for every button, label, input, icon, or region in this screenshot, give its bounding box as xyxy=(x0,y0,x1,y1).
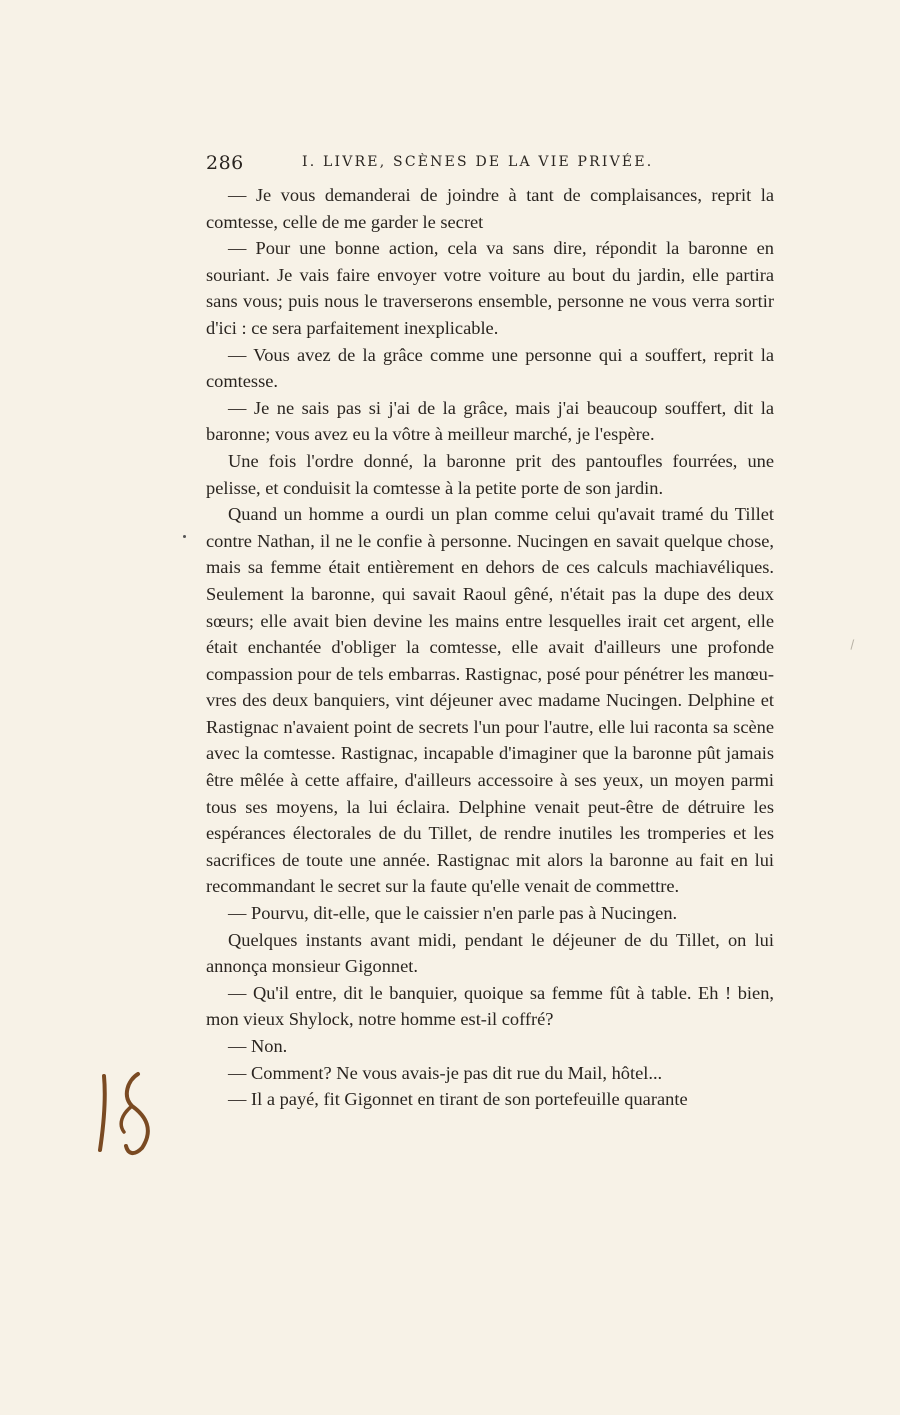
paragraph: — Non. xyxy=(228,1036,288,1056)
paragraph: — Je ne sais pas si j'ai de la grâce, mais j'ai beaucoup souffert, dit la baronne; vous avez eu la vôtre à meilleur marché, je l'espère. xyxy=(206,397,774,445)
paragraph: — Pourvu, dit-elle, que le caissier n'en parle pas à Nucingen. xyxy=(228,903,678,924)
paragraph: — Vous avez de la grâce comme une personne qui a souffert, reprit la comtesse. xyxy=(206,344,774,392)
paragraph: — Comment? Ne vous avais-je pas dit rue du Mail, hôtel... xyxy=(228,1062,663,1083)
body-text xyxy=(206,182,774,1113)
paragraph: — Pour une bonne action, cela va sans dire, répondit la baronne en souriant. Je vais faire envoyer votre voiture au bout du jardin, elle partira sans vous; puis nous le traverserons ensemble, personne ne vous verra sortir d'ici : ce sera parfaitement inexplicable. xyxy=(206,238,774,338)
running-head-title: I. LIVRE, SCÈNES DE LA VIE PRIVÉE. xyxy=(302,154,654,170)
paragraph: Quelques instants avant midi, pendant le déjeuner de du Tillet, on lui annonça monsieur Gigonnet. xyxy=(206,929,774,977)
paragraph: Quand un homme a ourdi un plan comme celui qu'avait tramé du Tillet contre Nathan, il ne le confie à personne. Nucingen en savait quelque chose, mais sa femme était entièrement en dehors de ces calculs machiavéliques. Seulement la baronne, qui savait Raoul gêné, n'était pas la dupe des deux sœurs; elle avait bien devine les mains entre lesquelles irait cet argent, elle était enchantée d'obliger la comtesse, elle avait d'ailleurs une profonde compassion pour de tels embarras. Rastignac, posé pour pénétrer les manœuvres des deux banquiers, vint déjeuner avec madame Nucingen. Delphine et Rastignac n'avaient point de secrets l'un pour l'autre, elle lui raconta sa scène avec la comtesse. Rastignac, incapable d'imaginer que la baronne pût jamais être mêlée à cette affaire, d'ailleurs accessoire à ses yeux, un moyen parmi tous ses moyens, la lui éclaira. Delphine venait peut-être de détruire les espérances électorales de du Tillet, de rendre inutiles les tromperies et les sacrifices de toute une année. Rastignac mit alors la baronne au fait en lui recommandant le secret sur la faute qu'elle venait de commettre. xyxy=(206,504,774,897)
paragraph: Une fois l'ordre donné, la baronne prit des pantoufles fourrées, une pelisse, et conduisit la comtesse à la petite porte de son jardin. xyxy=(206,450,774,498)
running-head xyxy=(206,152,774,178)
paragraph: — Qu'il entre, dit le banquier, quoique sa femme fût à table. Eh ! bien, mon vieux Shylock, notre homme est-il coffré? xyxy=(206,982,774,1030)
page-number: 286 xyxy=(206,152,244,174)
paragraph: — Je vous demanderai de joindre à tant de complaisances, reprit la comtesse, celle de me garder le secret xyxy=(206,185,774,232)
paragraph: — Il a payé, fit Gigonnet en tirant de son portefeuille quarante xyxy=(228,1089,688,1110)
ink-speck xyxy=(183,535,186,538)
handwritten-margin-annotation xyxy=(92,1068,172,1158)
paper-edge-mark xyxy=(845,637,855,649)
